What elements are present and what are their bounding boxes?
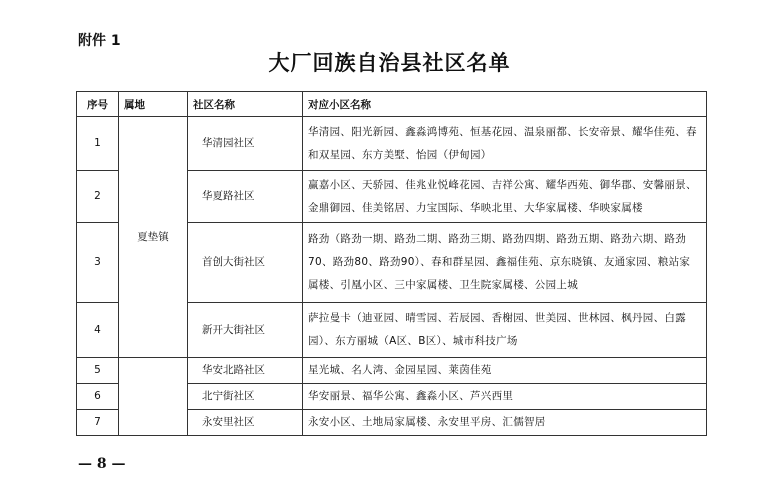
row-estates: 路劲（路劲一期、路劲二期、路劲三期、路劲四期、路劲五期、路劲六期、路劲70、路劲80、路劲90）、春和群星园、鑫福佳苑、京东晓镇、友通家园、粮站家属楼、引凰小区、三中家属楼、卫生院家属楼、公园上城 bbox=[303, 223, 707, 303]
row-serial: 3 bbox=[77, 223, 119, 303]
row-community: 华夏路社区 bbox=[188, 171, 303, 223]
community-table bbox=[76, 91, 707, 436]
row-serial: 2 bbox=[77, 171, 119, 223]
row-community: 首创大街社区 bbox=[188, 223, 303, 303]
row-estates: 萨拉曼卡（迪亚园、晴雪园、若辰园、香榭园、世美园、世林园、枫丹园、白露园）、东方丽城（A区、B区）、城市科技广场 bbox=[303, 303, 707, 358]
row-serial: 4 bbox=[77, 303, 119, 358]
row-serial: 1 bbox=[77, 117, 119, 171]
table-row bbox=[77, 358, 707, 384]
row-community: 北宁街社区 bbox=[188, 384, 303, 410]
row-estates: 赢嘉小区、天骄园、佳兆业悦峰花园、吉祥公寓、耀华西苑、御华郡、安馨丽景、金鼎御园、佳美铭居、力宝国际、华映北里、大华家属楼、华映家属楼 bbox=[303, 171, 707, 223]
row-area-empty bbox=[119, 358, 188, 436]
row-serial: 5 bbox=[77, 358, 119, 384]
annex-label: 附件 1 bbox=[78, 33, 121, 49]
row-estates: 华安丽景、福华公寓、鑫淼小区、芦兴西里 bbox=[303, 384, 707, 410]
row-community: 永安里社区 bbox=[188, 410, 303, 436]
row-community: 华安北路社区 bbox=[188, 358, 303, 384]
row-community: 华清园社区 bbox=[188, 117, 303, 171]
row-estates: 永安小区、土地局家属楼、永安里平房、汇儒智居 bbox=[303, 410, 707, 436]
row-serial: 7 bbox=[77, 410, 119, 436]
row-estates: 华清园、阳光新园、鑫淼鸿博苑、恒基花园、温泉丽都、长安帝景、耀华佳苑、春和双星园、东方美墅、怡园（伊甸园） bbox=[303, 117, 707, 171]
header-estates: 对应小区名称 bbox=[303, 92, 707, 117]
header-area: 属地 bbox=[119, 92, 188, 117]
row-area: 夏垫镇 bbox=[119, 117, 188, 358]
row-serial: 6 bbox=[77, 384, 119, 410]
row-community: 新开大街社区 bbox=[188, 303, 303, 358]
table-header-row bbox=[77, 92, 707, 117]
row-estates: 星光城、名人湾、金园星园、莱茵佳苑 bbox=[303, 358, 707, 384]
header-serial: 序号 bbox=[77, 92, 119, 117]
page-number: — 8 — bbox=[78, 456, 126, 472]
table-row bbox=[77, 117, 707, 171]
header-community: 社区名称 bbox=[188, 92, 303, 117]
document-title: 大厂回族自治县社区名单 bbox=[268, 50, 511, 75]
